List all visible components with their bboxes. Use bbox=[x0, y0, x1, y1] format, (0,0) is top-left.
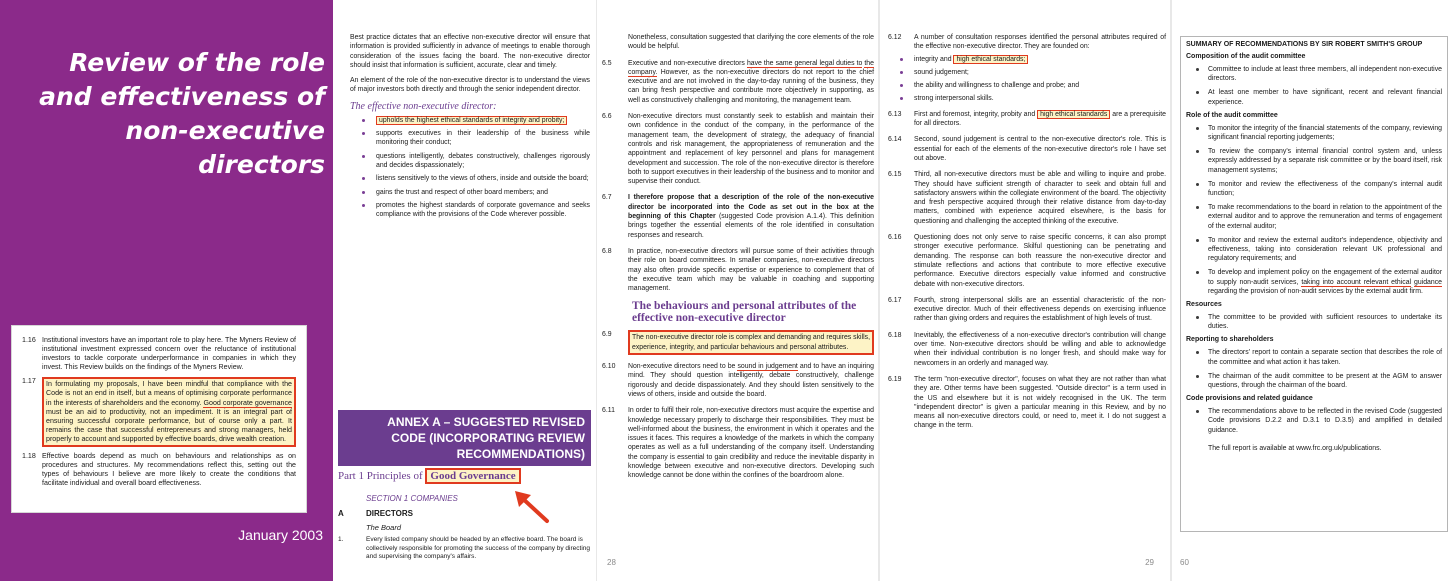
inset-paragraph bbox=[22, 336, 296, 372]
paragraph-text: are a prerequisite for all directors. bbox=[914, 110, 1166, 128]
paragraph-text: First and foremost, integrity, probity and bbox=[914, 110, 1036, 118]
list-item: supports executives in their leadership of the business while monitoring their conduct; bbox=[350, 129, 590, 148]
list-item-text: integrity and bbox=[914, 55, 952, 63]
summary-section-heading: Composition of the audit committee bbox=[1186, 53, 1306, 60]
paragraph bbox=[602, 330, 874, 355]
principles-heading bbox=[338, 470, 521, 482]
paragraph-number: 6.6 bbox=[602, 113, 612, 121]
paragraph-text: (suggested Code provision A.1.4). This definition brings together the essential elements of the role identified in consultation responses and research. bbox=[628, 213, 874, 239]
cover-title bbox=[0, 46, 325, 182]
paragraph-text: Non-executive directors need to be bbox=[628, 363, 736, 371]
list-item: To make recommendations to the board in relation to the appointment of the external auditor and to approve the remuneration and terms of engagement of the external auditor; bbox=[1186, 203, 1442, 231]
cover-panel bbox=[0, 0, 333, 581]
list-item: To monitor and review the external auditor's independence, objectivity and effectiveness, taking into consideration relevant UK professional and regulatory requirements; and bbox=[1186, 236, 1442, 264]
highlighted-paragraph bbox=[42, 377, 296, 447]
paragraph bbox=[602, 59, 874, 105]
summary-list bbox=[1186, 348, 1442, 390]
summary-list bbox=[1186, 65, 1442, 107]
summary-list bbox=[1186, 313, 1442, 331]
paragraph bbox=[888, 296, 1166, 324]
annex-title-line: ANNEX A – SUGGESTED REVISED bbox=[387, 415, 585, 429]
paragraph-text: Institutional investors have an important role to play here. The Myners Review of institutional investment expressed concern over the reluctance of institutional investors to tackle corporate underperformance in companies in which they invest. This Review builds on the findings of the Myners Review. bbox=[42, 336, 296, 372]
annex-banner bbox=[338, 410, 591, 466]
attribute-list bbox=[350, 116, 590, 220]
paragraph-text: In order to fulfil their role, non-executive directors must acquire the expertise and knowledge necessary properly to discharge their responsibilities. They must be well-informed about the business, the environment in which it operates and the issues it faces. This requires a knowledge of the markets in which the company operates as well as a full understanding of the company itself. Understanding the company is essential to gain credibility and reduce the inevitable disparity in knowledge between executive and non-executive directors. Developing such knowledge cannot be done within the confines of the boardroom alone. bbox=[628, 407, 874, 480]
section-heading bbox=[632, 300, 874, 324]
page-body bbox=[602, 33, 874, 488]
list-item: the ability and willingness to challenge and probe; and bbox=[888, 81, 1166, 90]
list-item: To review the company's internal financial control system and, unless expressly addressed by a separate risk committee or by the board itself, risk management systems; bbox=[1186, 147, 1442, 175]
paragraph-number: 6.12 bbox=[888, 34, 902, 41]
paragraph-number: 6.9 bbox=[602, 331, 612, 339]
list-item bbox=[1186, 268, 1442, 296]
list-item: promotes the highest standards of corporate governance and seeks compliance with the provisions of the Code wherever possible. bbox=[350, 201, 590, 220]
summary-section-heading: Role of the audit committee bbox=[1186, 111, 1278, 119]
paragraph bbox=[888, 331, 1166, 368]
paragraph-number: 1.18 bbox=[22, 452, 36, 461]
highlighted-phrase: high ethical standards; bbox=[953, 55, 1028, 64]
list-item: The committee to be provided with sufficient resources to undertake its duties. bbox=[1186, 313, 1442, 331]
paragraph-text: Executive and non-executive directors bbox=[628, 59, 745, 67]
good-governance-box: Good Governance bbox=[425, 468, 520, 484]
paragraph bbox=[888, 135, 1166, 163]
cover-date: January 2003 bbox=[238, 527, 323, 543]
cover-title-line: non-executive directors bbox=[125, 116, 325, 179]
paragraph bbox=[888, 375, 1166, 431]
paragraph-text: Best practice dictates that an effective non-executive director will ensure that information is provided sufficiently in advance of meetings to enable thorough consideration of the issues facing the board. The non-executive director should insist that information is sufficient, accurate, clear and timely. bbox=[350, 34, 590, 69]
cover-title-line: and effectiveness of bbox=[39, 82, 325, 111]
summary-section-heading: Reporting to shareholders bbox=[1186, 336, 1274, 344]
annex-title-line: RECOMMENDATIONS) bbox=[456, 447, 585, 461]
paragraph-number: 1.17 bbox=[22, 377, 36, 386]
page-body bbox=[350, 33, 590, 223]
paragraph bbox=[602, 406, 874, 480]
summary-box bbox=[1180, 36, 1448, 532]
inset-paragraph bbox=[22, 452, 296, 488]
paragraph-number: 6.7 bbox=[602, 194, 612, 202]
paragraph-number: 1.16 bbox=[22, 336, 36, 344]
paragraph-number: 6.11 bbox=[602, 407, 615, 415]
paragraph-text: Third, all non-executive directors must be able and willing to inquire and probe. They should have sufficient strength of character to seek and obtain full and satisfactory answers within the collegiate environment of the board. The objectivity and fresh perspective acquired through their relative distance from day-to-day matters, combined with experience acquired elsewhere, is the basis for questioning and challenging the accepted thinking of the executive. bbox=[914, 171, 1166, 225]
list-item: The directors' report to contain a separate section that describes the role of the committee and what action it has taken. bbox=[1186, 348, 1442, 366]
paragraph-number: 6.13 bbox=[888, 110, 902, 118]
page-number: 60 bbox=[1180, 558, 1189, 567]
paragraph-text: Second, sound judgement is central to the non-executive director's role. This is essential for each of the elements of the non-executive director's role I have set out above. bbox=[914, 136, 1166, 162]
paragraph bbox=[888, 233, 1166, 289]
summary-title: SUMMARY OF RECOMMENDATIONS BY SIR ROBERT SMITH'S GROUP bbox=[1186, 41, 1423, 48]
the-board-label: The Board bbox=[366, 523, 402, 532]
page-number: 28 bbox=[607, 558, 616, 567]
paragraph-text: Nonetheless, consultation suggested that clarifying the core elements of the role would be helpful. bbox=[628, 34, 874, 51]
annex-section bbox=[338, 494, 593, 562]
paragraph bbox=[602, 247, 874, 293]
paragraph-text: The term "non-executive director", focuses on what they are not rather than what they are. Other terms have been suggested. "Outside director" is a term used in the US and elsewhere but it is not widely recognised in the UK. The term "independent director" is given a particular meaning in this Review, and by no means all non-executive directors could, or need to, meet it. I do not suggest a change in the term. bbox=[914, 375, 1166, 430]
underlined-phrase: taking into account relevant ethical bbox=[1301, 278, 1412, 286]
summary-section-heading: Resources bbox=[1186, 301, 1222, 309]
highlighted-paragraph: The non-executive director role is complex and demanding and requires skills, experience, integrity, and particular behaviours and personal attributes. bbox=[628, 330, 874, 355]
page-29 bbox=[880, 0, 1170, 581]
list-item: gains the trust and respect of other board members; and bbox=[350, 188, 590, 197]
list-item-text: regarding the provision of non-audit services by the external audit firm. bbox=[1208, 287, 1423, 295]
underlined-phrase: have the same general legal duties to bbox=[746, 59, 863, 67]
list-item: strong interpersonal skills. bbox=[888, 94, 1166, 103]
paragraph-bold: I therefore propose that a description of the role of the non-executive director be incorporated into the Code as set out in the box at the beginning of this Chapter bbox=[628, 194, 874, 221]
paragraph-text: In practice, non-executive directors will pursue some of their activities through their role on board committees. In smaller companies, non-executive directors may also often provide specific expertise or experience to complement that of the executive team which may be valuable in coaching and supporting management. bbox=[628, 247, 874, 293]
paragraph bbox=[602, 33, 874, 52]
paragraph-number: 6.15 bbox=[888, 171, 902, 179]
list-item: listens sensitively to the views of others, inside and outside the board; bbox=[350, 174, 590, 183]
page-excerpt-left bbox=[333, 0, 596, 581]
attribute-list bbox=[888, 55, 1166, 104]
paragraph-text: Inevitably, the effectiveness of a non-executive director's contribution will change over time. Non-executive directors should be willing and able to acknowledge when their individual contribution is no longer fresh, and should make way for newcomers in an orderly and managed way. bbox=[914, 331, 1166, 367]
paragraph bbox=[888, 170, 1166, 226]
underlined-phrase: guidance bbox=[1414, 278, 1443, 286]
summary-footer: The full report is available at www.frc.org.uk/publications. bbox=[1208, 444, 1382, 452]
section-heading-line: effective non-executive director bbox=[632, 312, 786, 325]
page-number: 29 bbox=[1145, 558, 1154, 567]
paragraph-number: 6.14 bbox=[888, 136, 902, 144]
cover-title-line: Review of the role bbox=[69, 48, 325, 77]
summary-list bbox=[1186, 124, 1442, 296]
summary-section-heading: Code provisions and related guidance bbox=[1186, 395, 1313, 403]
list-item bbox=[888, 55, 1166, 64]
paragraph-text: However, as the non-executive directors do not report to the chief executive and are not involved in the day-to-day running of the business, they can bring fresh perspective and contribute more objectively in supporting, as well as constructively challenging and monitoring, the management team. bbox=[628, 68, 874, 104]
paragraph-number: 6.19 bbox=[888, 375, 902, 383]
paragraph-number: 6.16 bbox=[888, 234, 902, 242]
paragraph-text: must be an aid to productivity, not an impediment. It is an integral part of ensuring successful corporate performance, but of course only a part. It remains the case that successful entrepreneurs and strong managers, held properly to account and supported by effective boards, drive wealth creation. bbox=[46, 407, 292, 443]
list-item: questions intelligently, debates constructively, challenges rigorously and decides dispassionately; bbox=[350, 152, 590, 171]
underlined-phrase: Good corporate governance bbox=[203, 398, 292, 407]
paragraph-number: 6.10 bbox=[602, 363, 616, 371]
paragraph-number: 6.8 bbox=[602, 247, 612, 255]
list-item: At least one member to have significant, recent and relevant financial experience. bbox=[1186, 88, 1442, 106]
paragraph-text: Non-executive directors must constantly seek to establish and maintain their own confidence in the conduct of the company, in the performance of the management team, the development of strategy, the adequacy of financial controls and risk management, the appropriateness of remuneration and the appointment and replacement of key personnel and plans for management development and succession. The role of the non-executive director is therefore both to support executives in their leadership of the business and to monitor and supervise their conduct. bbox=[628, 113, 874, 186]
paragraph-text: Fourth, strong interpersonal skills are an essential characteristic of the non-executive director. Much of their effectiveness depends on exercising influence rather than giving orders and requires the establishment of high levels of trust. bbox=[914, 296, 1166, 323]
highlighted-phrase: upholds the highest ethical standards of integrity and probity; bbox=[376, 116, 567, 125]
list-item: The recommendations above to be reflected in the revised Code (suggested Code provisions D.2.2 and D.3.1 to D.3.5) and amplified in detailed guidance. bbox=[1186, 407, 1442, 435]
list-item: To monitor and review the effectiveness of the company's internal audit function; bbox=[1186, 180, 1442, 198]
list-item: sound judgement; bbox=[888, 68, 1166, 77]
list-item: Committee to include at least three members, all independent non-executive directors. bbox=[1186, 65, 1442, 83]
heading-text: DIRECTORS bbox=[366, 509, 413, 518]
page-body bbox=[888, 33, 1166, 438]
inset-excerpt bbox=[11, 325, 307, 513]
section-label: SECTION 1 COMPANIES bbox=[366, 494, 458, 503]
paragraph bbox=[888, 110, 1166, 129]
annex-title-line: CODE (INCORPORATING REVIEW bbox=[391, 431, 585, 445]
heading-key: A bbox=[338, 509, 344, 518]
principles-prefix: Part 1 Principles of bbox=[338, 470, 423, 482]
paragraph-text: Effective boards depend as much on behaviours and relationships as on procedures and structures. My recommendations reflect this, setting out the types of behaviours I believe are more likely to create the conditions that facilitate individual and overall board effectiveness. bbox=[42, 452, 296, 488]
paragraph bbox=[888, 33, 1166, 52]
paragraph bbox=[602, 112, 874, 186]
paragraph-number: 6.17 bbox=[888, 296, 902, 304]
list-item: The chairman of the audit committee to be present at the AGM to answer questions, through the chairman of the board. bbox=[1186, 372, 1442, 390]
paragraph-number: 6.5 bbox=[602, 59, 612, 67]
paragraph-text: An element of the role of the non-executive director is to understand the views of major investors both directly and through the senior independent director. bbox=[350, 77, 590, 94]
paragraph bbox=[602, 193, 874, 239]
underlined-phrase: the company. bbox=[628, 59, 874, 76]
item-text: Every listed company should be headed by an effective board. The board is collectively responsible for promoting the success of the company by directing and supervising the company's affairs. bbox=[366, 536, 590, 561]
paragraph-text: In formulating my proposals, I have been mindful that compliance with the Code is not an end in itself, but a means of optimising corporate performance in the interests of shareholders and the economy. bbox=[46, 380, 292, 407]
underlined-phrase: sound in judgement bbox=[737, 363, 798, 371]
subheading: The effective non-executive director: bbox=[350, 100, 497, 112]
paragraph-text: A number of consultation responses identified the personal attributes required of the effective non-executive director. They are founded on: bbox=[914, 34, 1166, 51]
section-heading-line: The behaviours and personal attributes of the bbox=[632, 300, 857, 313]
list-item bbox=[350, 116, 590, 125]
list-item: To monitor the integrity of the financial statements of the company, reviewing significant financial reporting judgements; bbox=[1186, 124, 1442, 142]
directors-heading bbox=[338, 509, 593, 518]
page-60 bbox=[1172, 0, 1456, 581]
list-item-text: To develop and implement policy on the engagement of the external auditor to supply non-audit services, bbox=[1208, 269, 1442, 286]
page-28 bbox=[597, 0, 878, 581]
paragraph-number: 6.18 bbox=[888, 331, 902, 339]
summary-list bbox=[1186, 407, 1442, 435]
paragraph-text: Questioning does not only serve to raise specific concerns, it can also prompt stronger executive performance. Skilful questioning can be penetrating and demanding. The response can both reassure the non-executive director and stimulate reflections and actions that contribute to more effective executive performance. Executive directors especially value informed and constructive debate with non-executive directors. bbox=[914, 234, 1166, 288]
paragraph-text: and to have an inquiring mind. They should question intelligently, debate constructively, challenge rigorously and decide dispassionately. And they should listen sensitively to the views of others, inside and outside the board. bbox=[628, 363, 874, 398]
provision-item bbox=[338, 536, 593, 562]
paragraph bbox=[602, 362, 874, 399]
highlighted-phrase: high ethical standards bbox=[1037, 110, 1110, 119]
item-key: 1. bbox=[338, 536, 344, 543]
inset-paragraph bbox=[22, 377, 296, 447]
